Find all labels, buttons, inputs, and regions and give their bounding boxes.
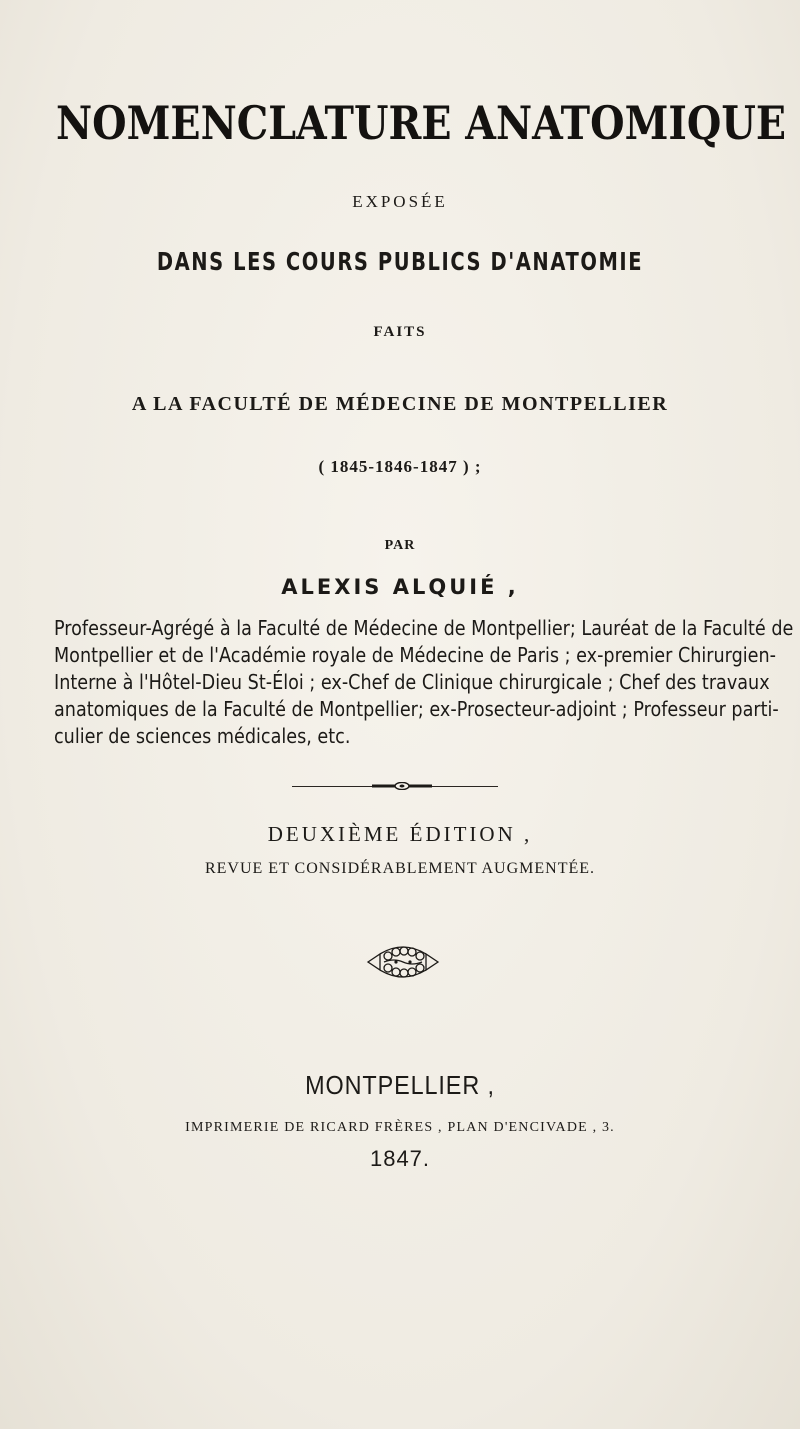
printer-vignette-icon	[366, 942, 440, 982]
credentials-line: anatomiques de la Faculté de Montpellier; ex-Prosecteur-adjoint ; Professeur parti-	[54, 697, 779, 721]
course-years: ( 1845-1846-1847 ) ;	[318, 457, 482, 476]
credentials-line: Interne à l'Hôtel-Dieu St-Éloi ; ex-Chef de Clinique chirurgicale ; Chef des travaux	[54, 670, 770, 694]
author-credentials	[54, 615, 794, 750]
revision-note: REVUE ET CONSIDÉRABLEMENT AUGMENTÉE.	[204, 860, 596, 877]
subtitle-cours-publics: DANS LES COURS PUBLICS D'ANATOMIE	[156, 247, 644, 276]
credentials-line: Professeur-Agrégé à la Faculté de Médecine de Montpellier; Lauréat de la Faculté de	[54, 616, 794, 640]
author-name: ALEXIS ALQUIÉ ,	[281, 575, 519, 599]
book-title: NOMENCLATURE ANATOMIQUE	[56, 96, 786, 150]
by-label: PAR	[384, 538, 416, 553]
rule-ornament-icon	[372, 782, 432, 790]
credentials-line: Montpellier et de l'Académie royale de Médecine de Paris ; ex-premier Chirurgien-	[54, 643, 777, 667]
imprint-year: 1847.	[369, 1146, 431, 1171]
subtitle-exposee: EXPOSÉE	[352, 192, 448, 211]
credentials-line: culier de sciences médicales, etc.	[54, 724, 351, 748]
faculty-line: A LA FACULTÉ DE MÉDECINE DE MONTPELLIER	[131, 393, 669, 415]
subtitle-faits: FAITS	[373, 324, 427, 340]
edition-line: DEUXIÈME ÉDITION ,	[267, 822, 533, 846]
imprint-printer: IMPRIMERIE DE RICARD FRÈRES , PLAN D'ENCIVADE , 3.	[185, 1120, 615, 1135]
imprint-city: MONTPELLIER ,	[305, 1070, 495, 1100]
